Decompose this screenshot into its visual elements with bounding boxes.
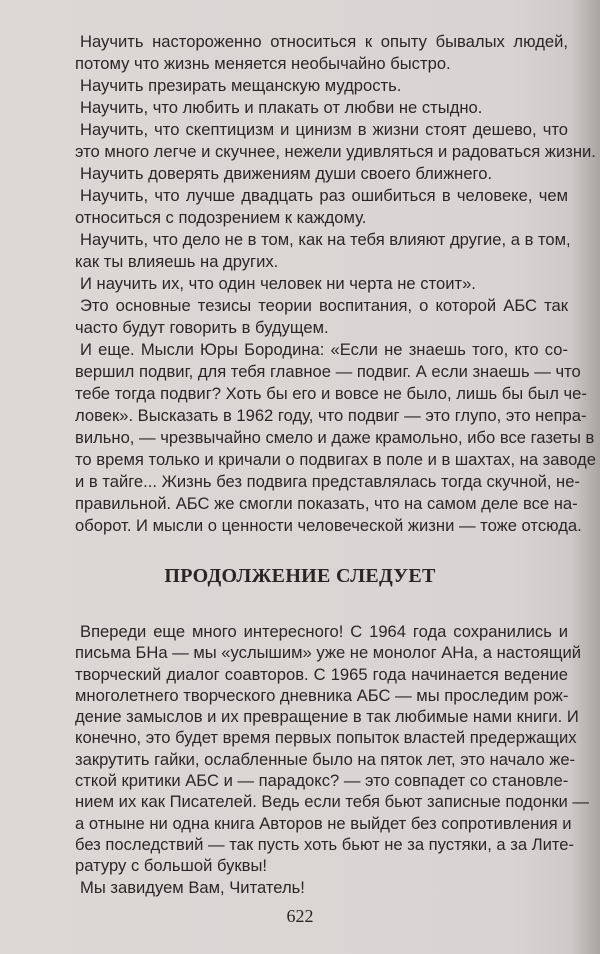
text-line: потому что жизнь меняется необычайно быстро. <box>75 54 451 73</box>
text-line: Мы завидуем Вам, Читатель! <box>80 877 305 897</box>
text-line: а отныне ни одна книга Авторов не выйдет без сопротивления и <box>75 813 572 833</box>
paragraph <box>75 229 571 273</box>
text-line: Научить настороженно относиться к опыту бывалых людей, <box>80 32 568 51</box>
text-line: то время только и кричали о подвигах в поле и в шахтах, на заводе <box>75 450 596 469</box>
text-line: Научить, что дело не в том, как на тебя влияют другие, а в том, <box>80 230 571 249</box>
text-line: конечно, это будет время первых попыток властей предержащих <box>75 728 577 748</box>
paragraph <box>75 295 568 339</box>
text-line: дение замыслов и их превращение в так любимые нами книги. И <box>75 707 579 727</box>
text-line: как ты влияешь на других. <box>75 252 279 271</box>
text-line: Научить, что скептицизм и цинизм в жизни стоят дешево, что <box>80 120 568 139</box>
paragraph <box>75 621 589 877</box>
text-line: вершил подвиг, для тебя главное — подвиг. А если знаешь — что <box>75 362 581 381</box>
text-line: часто будут говорить в будущем. <box>75 318 329 337</box>
text-line: ловек». Высказать в 1962 году, что подвиг — это глупо, это непра- <box>75 406 587 425</box>
text-line: сткой критики АБС и — парадокс? — это совпадет со становле- <box>75 771 569 791</box>
paragraph <box>75 273 568 295</box>
text-line: Впереди еще много интересного! С 1964 года сохранились и <box>80 622 568 641</box>
paragraph <box>75 97 568 119</box>
paragraph <box>75 877 568 898</box>
text-line: И научить их, что один человек ни черта не стоит». <box>80 274 476 293</box>
paragraph <box>75 339 596 537</box>
text-line: ратуру с большой буквы! <box>75 856 268 876</box>
paragraph <box>75 119 596 163</box>
paragraph <box>75 163 568 185</box>
section-heading: ПРОДОЛЖЕНИЕ СЛЕДУЕТ <box>164 565 436 587</box>
text-line: вильно, — чрезвычайно смело и даже крамольно, ибо все газеты в <box>75 428 595 447</box>
text-line: закрутить гайки, ослабленные было на пяток лет, это начало же- <box>75 749 576 769</box>
text-line: Научить презирать мещанскую мудрость. <box>80 76 402 95</box>
text-line: И еще. Мысли Юры Бородина: «Если не знаешь того, кто со- <box>80 340 568 359</box>
paragraph <box>75 185 568 229</box>
text-line: Научить, что любить и плакать от любви не стыдно. <box>80 98 483 117</box>
text-line: Научить, что лучше двадцать раз ошибиться в человеке, чем <box>80 186 568 205</box>
text-line: это много легче и скучнее, нежели удивляться и радоваться жизни. <box>75 142 596 161</box>
text-line: оборот. И мысли о ценности человеческой жизни — тоже отсюда. <box>75 516 582 535</box>
text-block-lower <box>75 621 589 898</box>
text-line: письма БНа — мы «услышим» уже не монолог АНа, а настоящий <box>75 643 582 663</box>
paragraph <box>75 75 568 97</box>
text-line: нием их как Писателей. Ведь если тебя бьют записные подонки — <box>75 792 589 812</box>
text-line: и в тайге... Жизнь без подвига представлялась тогда скучной, не- <box>75 472 580 491</box>
paragraph <box>75 31 568 75</box>
text-line: относиться с подозрением к каждому. <box>75 208 367 227</box>
page-number: 622 <box>286 906 314 926</box>
text-line: правильной. АБС же смогли показать, что на самом деле все на- <box>75 494 578 513</box>
text-line: тебе тогда подвиг? Хоть бы его и вовсе не было, лишь бы был че- <box>75 384 587 403</box>
text-block-upper <box>75 31 596 537</box>
text-line: Научить доверять движениям души своего ближнего. <box>80 164 493 183</box>
text-line: многолетнего творческого дневника АБС — мы проследим рож- <box>75 685 569 705</box>
text-line: без последствий — так пусть хоть бьют не за пустяки, а за Лите- <box>75 834 575 854</box>
text-line: Это основные тезисы теории воспитания, о которой АБС так <box>80 296 568 315</box>
text-line: творческий диалог соавторов. С 1965 года начинается ведение <box>75 664 568 684</box>
